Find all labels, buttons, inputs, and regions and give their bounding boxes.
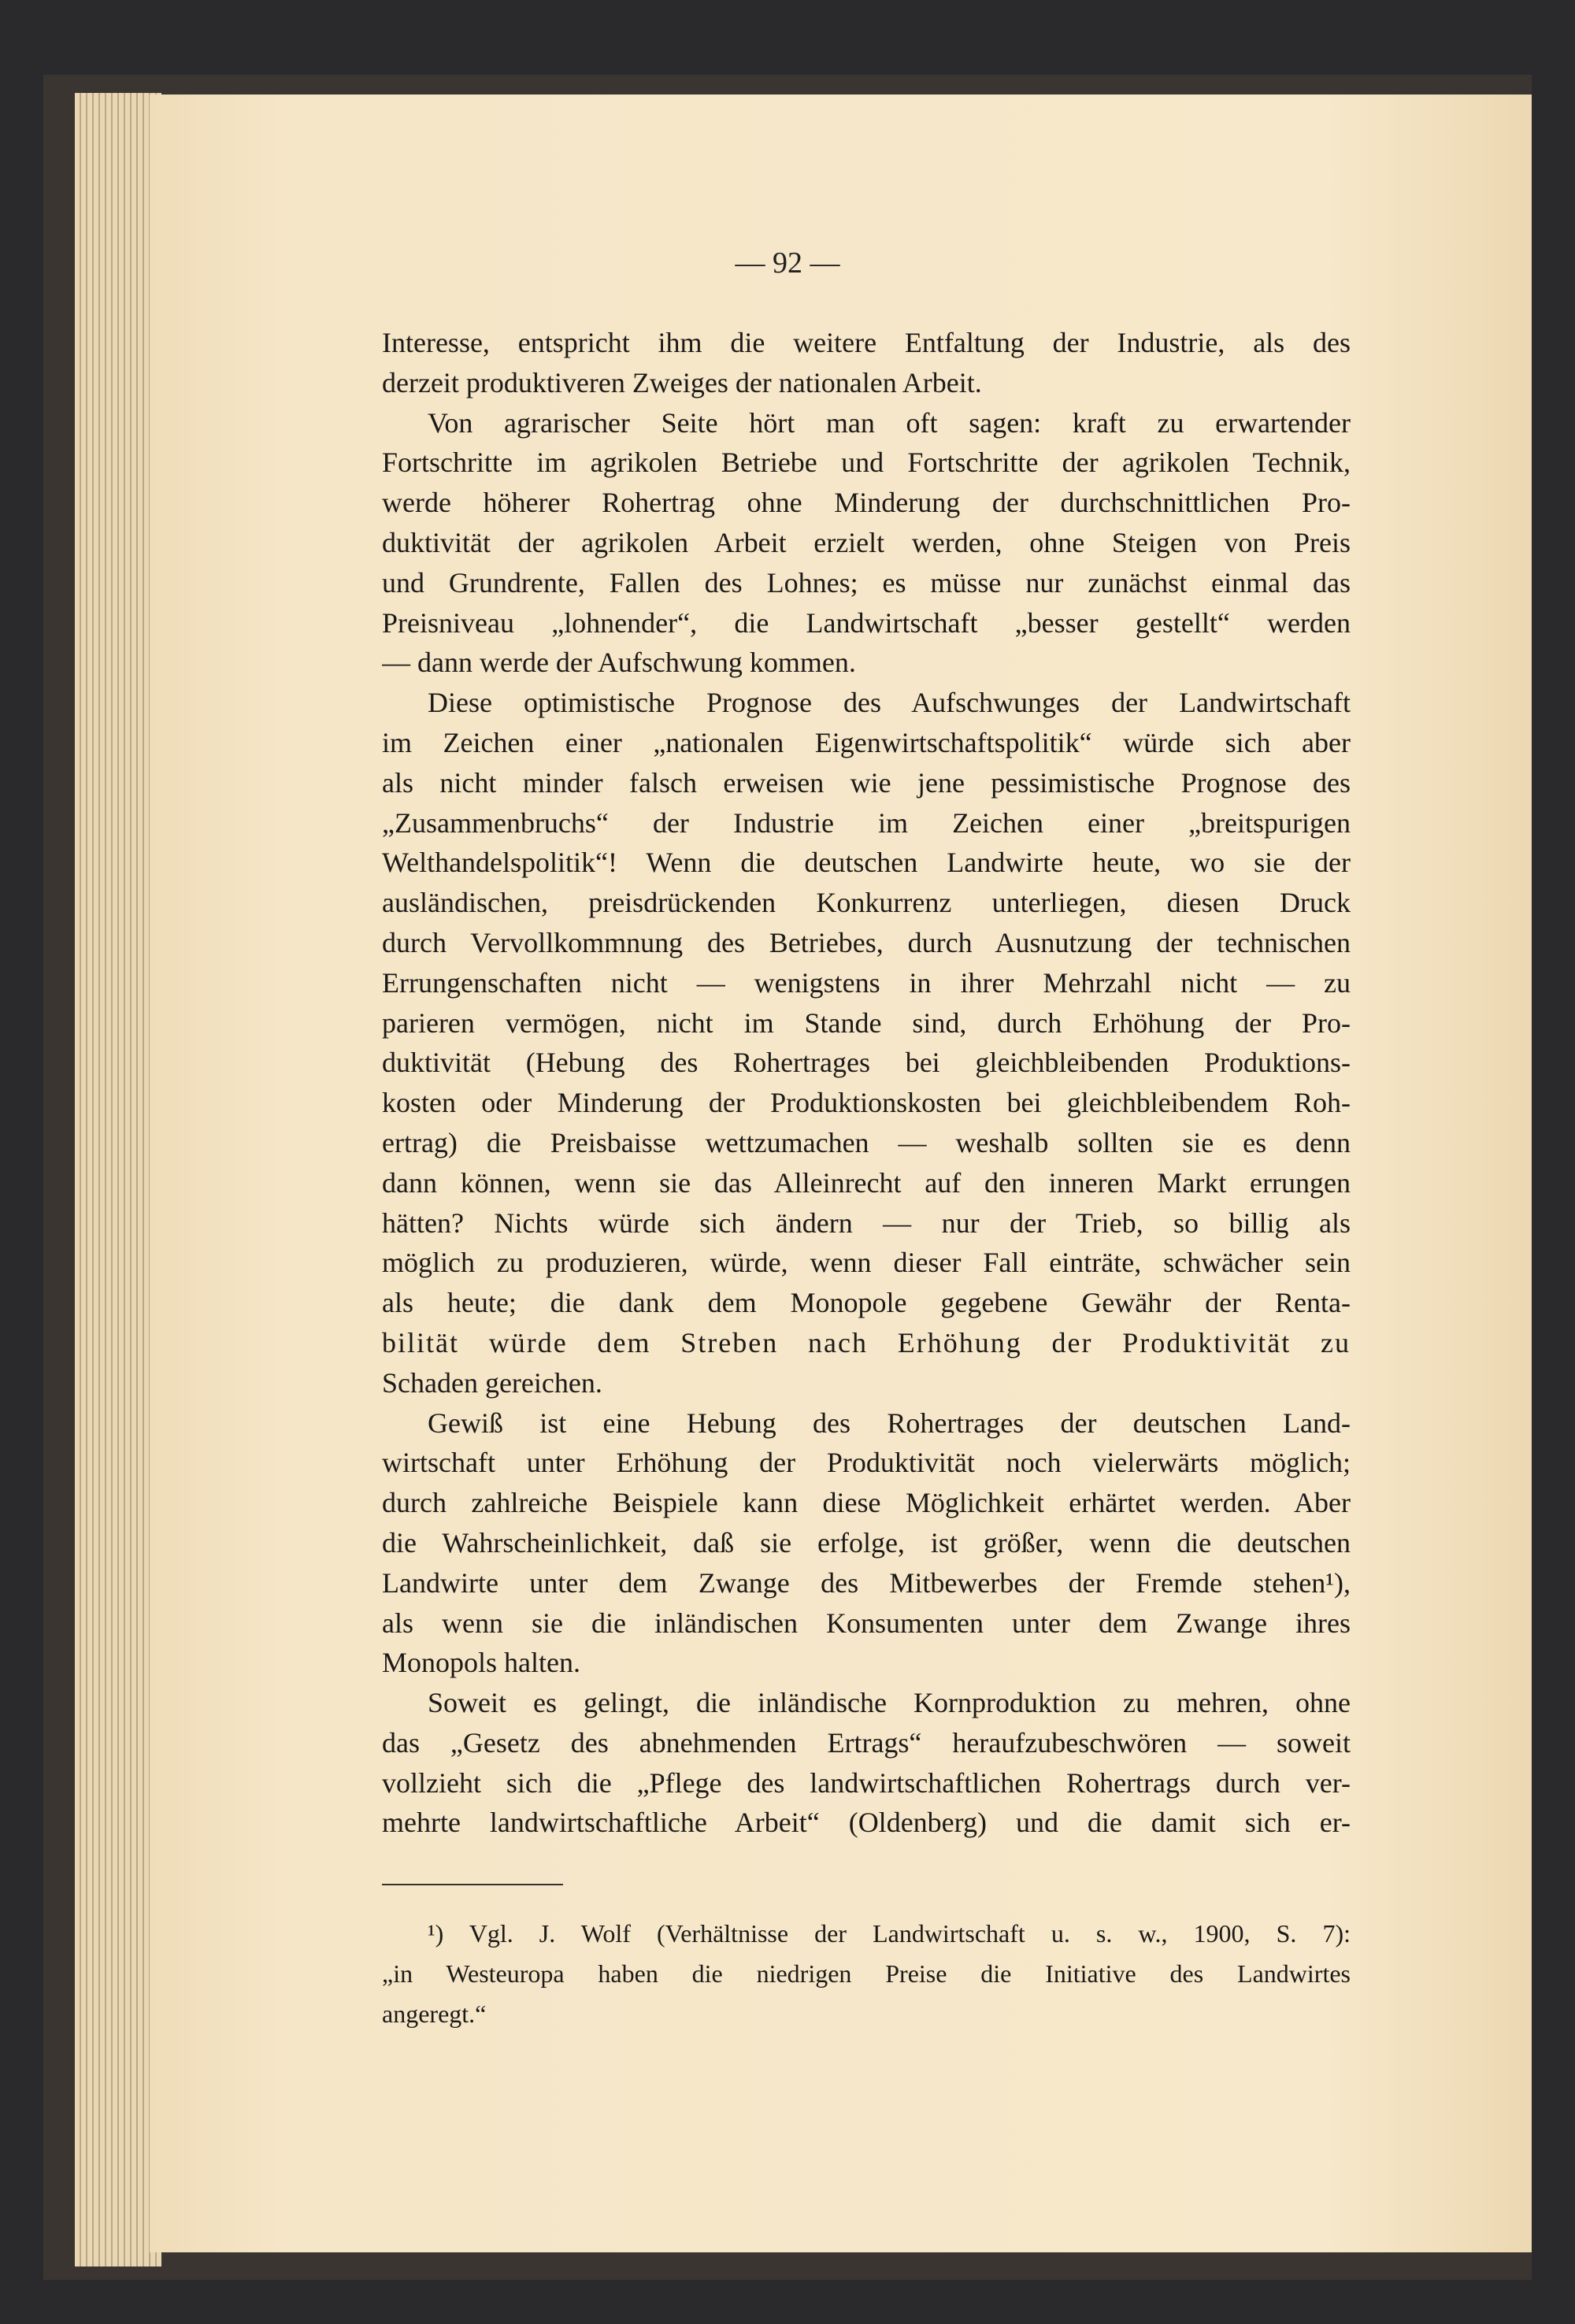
text-line: wirtschaft unter Erhöhung der Produktivität noch vielerwärts möglich; — [382, 1447, 1351, 1479]
text-line: Landwirte unter dem Zwange des Mitbewerbes der Fremde stehen¹), — [382, 1566, 1351, 1599]
text-line: als heute; die dank dem Monopole gegebene Gewähr der Renta- — [382, 1287, 1351, 1319]
text-line: Welthandelspolitik“! Wenn die deutschen Landwirte heute, wo sie der — [382, 847, 1351, 879]
text-line: als nicht minder falsch erweisen wie jene pessimistische Prognose des — [382, 766, 1351, 799]
text-line: vollzieht sich die „Pflege des landwirtschaftlichen Rohertrags durch ver- — [382, 1766, 1351, 1799]
text-line: Errungenschaften nicht — wenigstens in ihrer Mehrzahl nicht — zu — [382, 966, 1351, 999]
text-line: Diese optimistische Prognose des Aufschwunges der Landwirtschaft — [428, 687, 1351, 719]
text-line: kosten oder Minderung der Produktionskosten bei gleichbleibendem Roh- — [382, 1087, 1351, 1119]
text-line: im Zeichen einer „nationalen Eigenwirtschaftspolitik“ würde sich aber — [382, 726, 1351, 758]
text-line: als wenn sie die inländischen Konsumenten unter dem Zwange ihres — [382, 1607, 1351, 1639]
text-line: mehrte landwirtschaftliche Arbeit“ (Oldenberg) und die damit sich er- — [382, 1807, 1351, 1839]
body-text — [382, 323, 1351, 1843]
page-number: — 92 — — [735, 246, 840, 280]
text-line: duktivität (Hebung des Rohertrages bei gleichbleibenden Produktions- — [382, 1047, 1351, 1079]
text-line: und Grundrente, Fallen des Lohnes; es müsse nur zunächst einmal das — [382, 566, 1351, 599]
footnote-line: ¹) Vgl. J. Wolf (Verhältnisse der Landwirtschaft u. s. w., 1900, S. 7): — [428, 1919, 1351, 1948]
text-line: ausländischen, preisdrückenden Konkurrenz unterliegen, diesen Druck — [382, 887, 1351, 919]
text-line: Preisniveau „lohnender“, die Landwirtschaft „besser gestellt“ werden — [382, 606, 1351, 639]
footnote-rule — [382, 1884, 563, 1885]
text-line: Gewiß ist eine Hebung des Rohertrages der deutschen Land- — [428, 1407, 1351, 1439]
text-line: bilität würde dem Streben nach Erhöhung der Produktivität zu — [382, 1326, 1351, 1358]
footnote-line: „in Westeuropa haben die niedrigen Preise die Initiative des Landwirtes — [382, 1959, 1351, 1988]
page-edges — [75, 93, 161, 2267]
text-line: — dann werde der Aufschwung kommen. — [382, 647, 856, 679]
text-line: dann können, wenn sie das Alleinrecht auf den inneren Markt errungen — [382, 1166, 1351, 1199]
text-line: derzeit produktiveren Zweiges der nationalen Arbeit. — [382, 366, 982, 398]
text-line: Fortschritte im agrikolen Betriebe und Fortschritte der agrikolen Technik, — [382, 447, 1351, 479]
text-line: Interesse, entspricht ihm die weitere Entfaltung der Industrie, als des — [382, 327, 1351, 358]
text-line: die Wahrscheinlichkeit, daß sie erfolge, ist größer, wenn die deutschen — [382, 1526, 1351, 1559]
text-line: werde höherer Rohertrag ohne Minderung der durchschnittlichen Pro- — [382, 487, 1351, 519]
text-line: parieren vermögen, nicht im Stande sind, durch Erhöhung der Pro- — [382, 1006, 1351, 1039]
text-line: das „Gesetz des abnehmenden Ertrags“ heraufzubeschwören — soweit — [382, 1726, 1351, 1759]
text-line: möglich zu produzieren, würde, wenn dieser Fall einträte, schwächer sein — [382, 1247, 1351, 1279]
footnote-line: angeregt.“ — [382, 1999, 487, 2028]
text-line: Von agrarischer Seite hört man oft sagen: kraft zu erwartender — [428, 406, 1351, 439]
text-line: durch Vervollkommnung des Betriebes, durch Ausnutzung der technischen — [382, 926, 1351, 958]
text-line: Soweit es gelingt, die inländische Kornproduktion zu mehren, ohne — [428, 1687, 1351, 1719]
text-line: Schaden gereichen. — [382, 1366, 602, 1399]
text-line: durch zahlreiche Beispiele kann diese Möglichkeit erhärtet werden. Aber — [382, 1487, 1351, 1519]
text-line: Monopols halten. — [382, 1647, 580, 1679]
text-line: „Zusammenbruchs“ der Industrie im Zeichen einer „breitspurigen — [382, 806, 1351, 839]
footnote — [382, 1914, 1351, 2033]
text-line: ertrag) die Preisbaisse wettzumachen — weshalb sollten sie es denn — [382, 1126, 1351, 1158]
text-line: duktivität der agrikolen Arbeit erzielt werden, ohne Steigen von Preis — [382, 526, 1351, 558]
text-line: hätten? Nichts würde sich ändern — nur der Trieb, so billig als — [382, 1206, 1351, 1239]
